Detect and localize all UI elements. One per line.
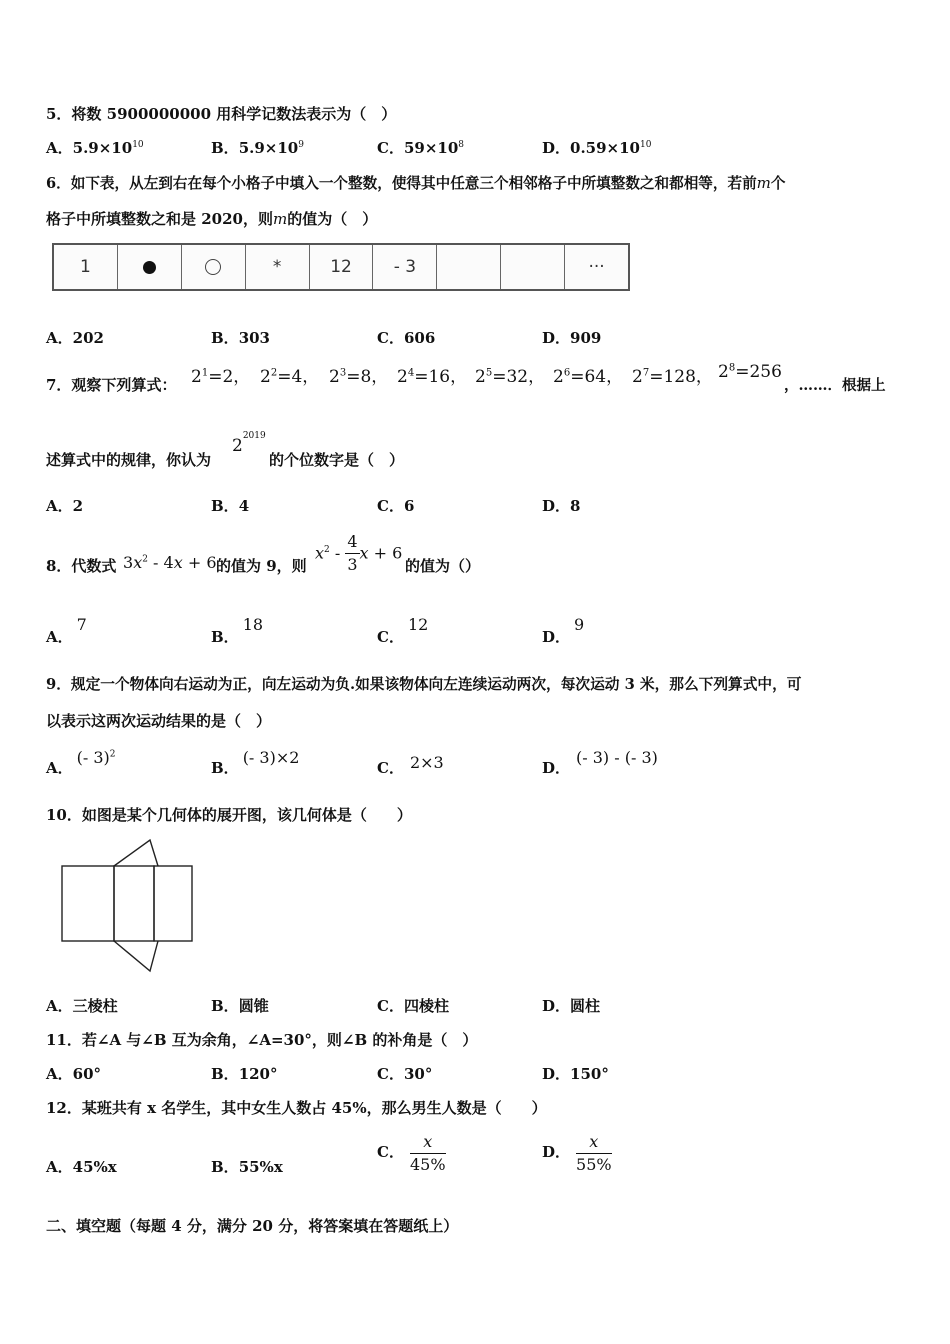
question-6-line1 [46, 172, 786, 193]
q6-option-d[interactable] [542, 327, 601, 348]
option-label: D． [542, 759, 571, 777]
question-5-stem: 5．将数 5900000000 用科学记数法表示为（ ） [46, 105, 397, 123]
power-exp: 3 [339, 367, 347, 379]
q5-option-d[interactable] [542, 137, 651, 158]
net-left-face [62, 866, 114, 941]
q6-var-m: m [272, 210, 288, 228]
q10-option-b[interactable] [211, 995, 269, 1016]
q7-option-b[interactable] [211, 495, 249, 516]
q7-power-5 [475, 362, 545, 387]
option-value: 150° [570, 1065, 609, 1083]
separator: ， [371, 367, 389, 387]
power-result: =64 [570, 367, 607, 387]
power-base: 2 [329, 367, 340, 387]
q6-var-m: m [756, 174, 771, 192]
q6-line1-text: 6．如下表，从左到右在每个小格子中填入一个整数，使得其中任意三个相邻格子中所填整数之和都相等，若前 [46, 175, 757, 192]
separator: ， [302, 367, 320, 387]
q6-option-b[interactable] [211, 327, 270, 348]
option-expr: (- 3)×2 [242, 748, 300, 767]
option-value: 55%x [238, 1158, 283, 1176]
option-value: 30° [403, 1065, 433, 1083]
sequence-cell: ··· [588, 257, 605, 277]
q7-power-1 [191, 362, 250, 387]
option-value: 120° [238, 1065, 278, 1083]
question-8-a: 8．代数式 [46, 557, 117, 575]
option-label: A． [46, 139, 73, 157]
option-exp: 10 [132, 140, 144, 150]
option-label: C． [377, 139, 404, 157]
option-value: 45%x [72, 1158, 117, 1176]
power-base: 2 [260, 367, 271, 387]
hollow-circle-icon [205, 259, 221, 275]
option-label: A． [46, 759, 73, 777]
option-value: 三棱柱 [72, 997, 118, 1015]
question-11-stem: 11．若∠A 与∠B 互为余角，∠A=30°，则∠B 的补角是（ ） [46, 1031, 478, 1049]
option-exp: 8 [458, 140, 465, 150]
option-value: 四棱柱 [403, 997, 449, 1015]
separator: ， [450, 367, 468, 387]
q7-option-d[interactable] [542, 495, 580, 516]
option-label: B． [211, 329, 239, 347]
power-exp: 4 [407, 367, 415, 379]
var-x: x [359, 543, 369, 563]
option-label: D． [542, 1065, 571, 1083]
option-label: A． [46, 1065, 73, 1083]
option-value: 909 [570, 329, 602, 347]
question-9-line2: 以表示这两次运动结果的是（ ） [46, 712, 272, 730]
question-8-c: 的值为（） [405, 557, 481, 575]
var-x: x [315, 543, 325, 563]
option-base: 59×10 [403, 139, 459, 157]
term: + 6 [368, 543, 403, 563]
question-7-line2b: 的个位数字是（ ） [269, 451, 405, 469]
net-middle-face [114, 866, 154, 941]
q12-option-c[interactable] [377, 1128, 446, 1176]
power-exp: 6 [563, 367, 571, 379]
q6-line2-a: 格子中所填整数之和是 2020，则 [46, 210, 273, 228]
power-result: =32 [492, 367, 529, 387]
q5-option-a[interactable] [46, 137, 144, 158]
sequence-cell [437, 245, 501, 289]
option-expr [77, 748, 116, 767]
power-exp: 7 [642, 367, 650, 379]
power-base: 2 [718, 362, 729, 382]
option-label: B． [211, 139, 239, 157]
numerator: x [410, 1131, 446, 1154]
option-value: 6 [403, 497, 415, 515]
power-result: =256 [735, 362, 782, 382]
q10-option-a[interactable] [46, 995, 118, 1016]
option-label: C． [377, 1065, 404, 1083]
power-base: 2 [553, 367, 564, 387]
option-value: 18 [242, 615, 264, 634]
option-exp: 9 [298, 140, 304, 150]
question-7-line2a: 述算式中的规律，你认为 [46, 451, 212, 469]
sequence-cell-filled-dot [118, 245, 182, 289]
option-label: A． [46, 329, 73, 347]
fraction [410, 1131, 446, 1176]
power-result: =16 [414, 367, 451, 387]
q8-expression-2 [315, 526, 402, 577]
q8-option-a[interactable] [46, 615, 87, 647]
sequence-cell: - 3 [373, 245, 437, 289]
option-label: B． [211, 997, 239, 1015]
q9-option-d[interactable] [542, 748, 658, 778]
separator: ， [606, 367, 624, 387]
q6-option-c[interactable] [377, 327, 435, 348]
option-label: B． [211, 628, 239, 646]
option-value: 7 [76, 615, 87, 634]
separator: ， [695, 367, 713, 387]
q5-option-c[interactable] [377, 137, 464, 158]
option-label: A． [46, 997, 73, 1015]
q7-option-a[interactable] [46, 495, 83, 516]
option-label: C． [377, 997, 404, 1015]
numerator: 4 [345, 531, 359, 554]
q6-option-a[interactable] [46, 327, 104, 348]
q10-option-c[interactable] [377, 995, 449, 1016]
power-result: =128 [649, 367, 696, 387]
q6-line2-b: 的值为（ ） [287, 210, 378, 228]
power-base: 2 [191, 367, 202, 387]
question-12-stem: 12．某班共有 x 名学生，其中女生人数占 45%，那么男生人数是（ ） [46, 1099, 547, 1117]
q8-expression-1 [123, 553, 217, 572]
q7-big-power [232, 431, 266, 456]
option-value: 8 [570, 497, 581, 515]
q8-option-b[interactable] [211, 615, 264, 647]
power-base: 2 [475, 367, 486, 387]
question-6-line2 [46, 208, 377, 229]
coef: 3 [123, 553, 134, 572]
option-expr: 2×3 [409, 753, 444, 772]
q7-power-6 [553, 362, 623, 387]
option-label: A． [46, 497, 73, 515]
sequence-cell [501, 245, 565, 289]
q12-option-a[interactable] [46, 1156, 117, 1177]
q12-option-d[interactable] [542, 1128, 612, 1176]
sequence-cell: * [246, 245, 310, 289]
question-7-intro: 7．观察下列算式： [46, 376, 177, 394]
option-label: A． [46, 628, 73, 646]
power-base: 2 [232, 436, 243, 456]
fraction [345, 531, 359, 576]
var-x: x [133, 553, 143, 572]
option-label: C． [377, 1143, 404, 1161]
section-2-heading: 二、填空题（每题 4 分，满分 20 分，将答案填在答题纸上） [46, 1217, 459, 1235]
term: - [329, 543, 346, 563]
option-label: D． [542, 139, 571, 157]
q7-power-2 [260, 362, 319, 387]
option-label: D． [542, 1143, 571, 1161]
option-label: C． [377, 329, 404, 347]
option-exp: 10 [640, 140, 652, 150]
power-result: =2 [208, 367, 234, 387]
option-label: B． [211, 497, 239, 515]
net-top-triangle [114, 840, 158, 866]
numerator: x [576, 1131, 612, 1154]
power-base: 2 [397, 367, 408, 387]
q7-power-4 [397, 362, 467, 387]
q6-line1-end: 个 [770, 175, 786, 192]
option-value: 60° [72, 1065, 102, 1083]
net-right-face [154, 866, 192, 941]
q11-option-b[interactable] [211, 1063, 278, 1084]
q7-power-8 [718, 362, 782, 382]
power-base: 2 [632, 367, 643, 387]
option-base: 5.9×10 [72, 139, 133, 157]
q11-option-a[interactable] [46, 1063, 101, 1084]
option-value: 圆锥 [238, 997, 269, 1015]
q11-option-d[interactable] [542, 1063, 609, 1084]
option-base: 0.59×10 [570, 139, 640, 157]
q10-option-d[interactable] [542, 995, 600, 1016]
question-8-b: 的值为 9，则 [216, 557, 307, 575]
net-bottom-triangle [114, 941, 158, 971]
denominator: 3 [347, 555, 358, 575]
var-x: x [173, 553, 183, 572]
filled-circle-icon [143, 261, 156, 274]
exp: 2 [109, 749, 116, 760]
q9-option-b[interactable] [211, 748, 300, 778]
q7-power-3 [329, 362, 388, 387]
denominator: 45% [409, 1154, 446, 1174]
option-label: D． [542, 997, 571, 1015]
q9-option-a[interactable] [46, 748, 116, 778]
q12-option-b[interactable] [211, 1156, 283, 1177]
question-9-line1: 9．规定一个物体向右运动为正，向左运动为负.如果该物体向左连续运动两次，每次运动 3 米，那么下列算式中，可 [46, 676, 802, 693]
option-label: B． [211, 759, 239, 777]
option-value: 303 [238, 329, 270, 347]
power-exp: 2 [270, 367, 278, 379]
option-base: 5.9×10 [238, 139, 299, 157]
option-value: 9 [574, 615, 585, 634]
expr: (- 3) [76, 748, 110, 767]
q8-option-d[interactable] [542, 615, 585, 647]
sequence-table [52, 243, 630, 291]
option-value: 202 [72, 329, 104, 347]
option-label: B． [211, 1065, 239, 1083]
power-exp: 5 [485, 367, 493, 379]
option-value: 606 [403, 329, 436, 347]
q7-power-7 [632, 362, 713, 387]
exp: 2 [324, 545, 330, 555]
option-label: A． [46, 1158, 73, 1176]
option-label: D． [542, 329, 571, 347]
option-label: B． [211, 1158, 239, 1176]
option-value: 4 [238, 497, 250, 515]
exp: 2 [142, 554, 148, 565]
power-result: =8 [346, 367, 372, 387]
option-label: C． [377, 628, 404, 646]
q7-trail: ，……．根据上 [784, 377, 886, 394]
q8-option-c[interactable] [377, 615, 429, 647]
separator: ， [233, 367, 251, 387]
option-label: C． [377, 497, 404, 515]
sequence-cell: 1 [54, 245, 118, 289]
option-value: 圆柱 [570, 997, 601, 1015]
power-exp: 1 [201, 367, 209, 379]
power-exp: 2019 [242, 431, 266, 442]
power-result: =4 [277, 367, 303, 387]
q9-option-c[interactable] [377, 753, 444, 778]
term: + 6 [182, 553, 217, 572]
sequence-cell: 12 [310, 245, 374, 289]
sequence-cell-hollow-circle [182, 245, 246, 289]
denominator: 55% [576, 1154, 612, 1174]
question-10-stem: 10．如图是某个几何体的展开图，该几何体是（ ） [46, 806, 412, 824]
option-label: C． [377, 759, 404, 777]
triangular-prism-net-figure [58, 835, 198, 975]
separator: ， [528, 367, 546, 387]
term: - 4 [147, 553, 174, 572]
q5-option-b[interactable] [211, 137, 304, 158]
power-exp: 8 [728, 362, 736, 374]
option-value: 2 [72, 497, 84, 515]
option-label: D． [542, 497, 571, 515]
option-value: 12 [407, 615, 429, 634]
q11-option-c[interactable] [377, 1063, 432, 1084]
fraction [576, 1131, 612, 1176]
q7-option-c[interactable] [377, 495, 414, 516]
option-expr: (- 3) - (- 3) [576, 748, 658, 767]
option-label: D． [542, 628, 571, 646]
